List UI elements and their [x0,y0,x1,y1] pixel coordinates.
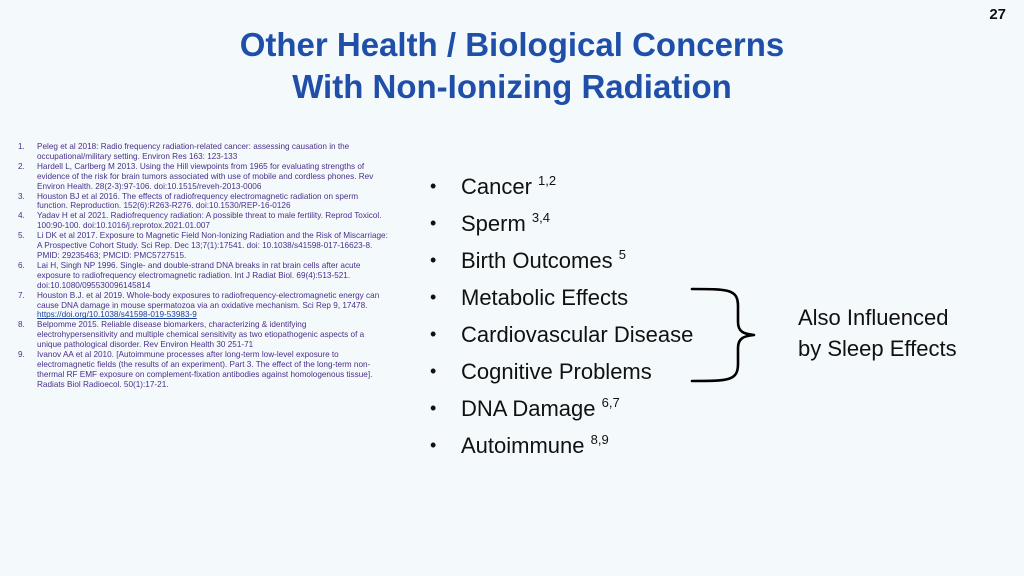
bullet-dot-icon: • [430,361,437,381]
bullet-dot-icon: • [430,287,437,307]
reference-item [18,320,388,350]
concern-item [430,316,693,353]
concern-label: Birth Outcomes [461,248,613,273]
reference-number: 6. [18,260,25,270]
sleep-effects-note [798,302,957,364]
slide-title [0,24,1024,108]
concern-label: Cognitive Problems [461,359,652,384]
reference-number: 8. [18,320,25,330]
citation-superscript: 8,9 [590,432,609,447]
concern-label: Sperm [461,211,526,236]
citation-superscript: 6,7 [601,395,620,410]
reference-text: Ivanov AA et al 2010. [Autoimmune processes after long-term low-level exposure to electromagnetic fields (the results of an experiment). Part 3. The effect of the long-term non-thermal RF EMF exposure on complement-fixation antibodies against homologenous tissue]. Radiats Biol Radioecol. 50(1):17-21. [37,350,373,389]
reference-number: 2. [18,161,25,171]
bullet-dot-icon: • [430,213,437,233]
bullet-dot-icon: • [430,176,437,196]
concern-label: DNA Damage [461,396,596,421]
reference-text: Yadav H et al 2021. Radiofrequency radiation: A possible threat to male fertility. Reprod Toxicol. 100:90-100. doi:10.1016/j.reprotox.2021.01.007 [37,211,382,231]
concern-item [430,390,693,427]
reference-item [18,261,388,291]
concern-item [430,279,693,316]
concern-label: Autoimmune [461,433,585,458]
citation-superscript: 5 [618,247,626,262]
reference-item [18,142,388,162]
reference-list [18,142,388,390]
reference-number: 1. [18,142,25,151]
reference-item [18,192,388,212]
concern-list [430,168,693,464]
reference-number: 3. [18,191,25,201]
page-number: 27 [989,6,1006,23]
sleep-effects-note-line-2: by Sleep Effects [798,336,957,361]
reference-number: 4. [18,211,25,221]
curly-brace-icon [688,286,758,384]
reference-text: Li DK et al 2017. Exposure to Magnetic Field Non-Ionizing Radiation and the Risk of Miscarriage: A Prospective Cohort Study. Sci Rep. Dec 13;7(1):17541. doi: 10.1038/s41598-017-16623-8. PMID: 29235463; PMCID: PMC5727515. [37,231,388,260]
concern-item [430,242,693,279]
reference-text: Houston BJ et al 2016. The effects of radiofrequency electromagnetic radiation on sperm function. Reproduction. 152(6):R263-R276. doi:10.1530/REP-16-0126 [37,191,359,211]
concern-item [430,353,693,390]
reference-number: 5. [18,231,25,241]
slide-title-line-1: Other Health / Biological Concerns [239,26,785,63]
reference-item [18,350,388,390]
sleep-effects-note-line-1: Also Influenced [798,305,949,330]
reference-text: Houston B.J. et al 2019. Whole-body exposures to radiofrequency-electromagnetic energy can cause DNA damage in mouse spermatozoa via an oxidative mechanism. Sci Rep 9, 17478. [37,290,380,310]
reference-number: 7. [18,290,25,300]
reference-doi-link[interactable]: https://doi.org/10.1038/s41598-019-53983-9 [37,310,197,320]
reference-text: Belpomme 2015. Reliable disease biomarkers, characterizing & identifying electrohypersensitivity and multiple chemical sensitivity as two etiopathogenic aspects of a unique pathological disorder. Rev Environ Health 30 251-71 [37,320,365,350]
concern-item [430,205,693,242]
concern-item [430,427,693,464]
concern-item [430,168,693,205]
bullet-dot-icon: • [430,250,437,270]
concern-label: Cancer [461,174,532,199]
reference-item [18,231,388,261]
reference-text: Hardell L, Carlberg M 2013. Using the Hill viewpoints from 1965 for evaluating strengths of evidence of the risk for brain tumors associated with use of mobile and cordless phones. Rev Environ Health. 28(2-3):97-106. doi:10.1515/reveh-2013-0006 [37,161,374,191]
concern-label: Metabolic Effects [461,285,629,310]
reference-item [18,211,388,231]
bullet-dot-icon: • [430,435,437,455]
reference-number: 9. [18,350,25,360]
concern-label: Cardiovascular Disease [461,322,694,347]
reference-item [18,291,388,321]
bullet-dot-icon: • [430,398,437,418]
bullet-dot-icon: • [430,324,437,344]
citation-superscript: 3,4 [531,210,550,225]
reference-item [18,162,388,192]
reference-text: Lai H, Singh NP 1996. Single- and double-strand DNA breaks in rat brain cells after acute exposure to radiofrequency electromagnetic radiation. Int J Radiat Biol. 69(4):513-521. doi:10.1080/095530096145814 [37,260,361,290]
reference-text: Peleg et al 2018: Radio frequency radiation-related cancer: assessing causation in the occupational/military setting. Environ Res 163: 123-133 [37,142,350,161]
citation-superscript: 1,2 [538,173,557,188]
slide-title-line-2: With Non-Ionizing Radiation [292,68,732,105]
